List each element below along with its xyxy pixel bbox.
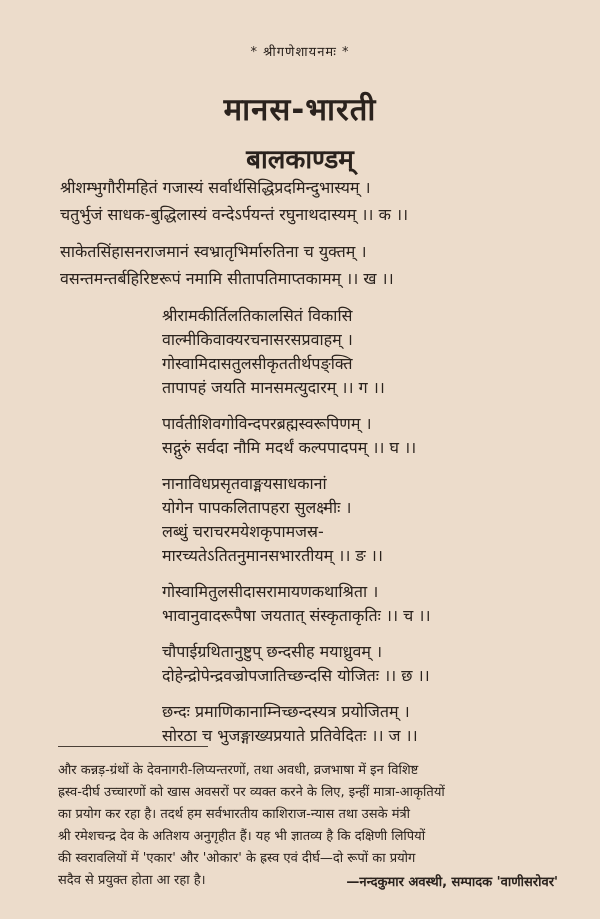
verse-line: मारच्यतेऽतितनुमानसभारतीयम् ।। ङ ।। — [162, 546, 383, 565]
verse-line: लब्धुं चराचरमयेशकृपामजस्र- — [162, 522, 324, 541]
verse-line: श्रीरामकीर्तिलतिकालसितं विकासि — [162, 306, 353, 325]
invocation: * श्रीगणेशायनमः * — [250, 45, 350, 60]
verse-line: चतुर्भुजं साधक-बुद्धिलास्यं वन्देऽर्पयन्तं रघुनाथदास्यम् ।। क ।। — [60, 205, 409, 224]
verse-line: गोस्वामिदासतुलसीकृततीर्थपङ्क्ति — [162, 354, 353, 373]
footnote-line: की स्वरावलियों में 'एकार' और 'ओकार' के ह्रस्व एवं दीर्घ—दो रूपों का प्रयोग — [58, 851, 416, 866]
verse-line: सोरठा च भुजङ्गाख्यप्रयाते प्रतिवेदितः ।। ज ।। — [162, 726, 418, 745]
verse-line: योगेन पापकलितापहरा सुलक्ष्मीः । — [162, 498, 352, 517]
verse-line: गोस्वामितुलसीदासरामायणकथाश्रिता । — [162, 582, 379, 601]
page-title: मानस-भारती — [223, 92, 377, 128]
verse-line: वसन्तमन्तर्बहिरिष्टरूपं नमामि सीतापतिमाप्तकामम् ।। ख ।। — [60, 269, 394, 288]
verse-line: भावानुवादरूपैषा जयतात् संस्कृताकृतिः ।। च ।। — [162, 606, 431, 625]
verse-line: सद्गुरुं सर्वदा नौमि मदर्थं कल्पपादपम् ।। घ ।। — [162, 438, 417, 457]
footnote-line: और कन्नड़-ग्रंथों के देवनागरी-लिप्यन्तरणों, तथा अवधी, व्रजभाषा में इन विशिष्ट — [58, 763, 419, 778]
verse-line: छन्दः प्रमाणिकानाम्निच्छन्दस्यत्र प्रयोजितम् । — [162, 702, 410, 721]
footnote-line: सदैव से प्रयुक्त होता आ रहा है। — [58, 873, 206, 888]
footnote-signature: —नन्दकुमार अवस्थी, सम्पादक 'वाणीसरोवर' — [346, 875, 558, 890]
footnote-line: श्री रमेशचन्द्र देव के अतिशय अनुगृहीत हैं। यह भी ज्ञातव्य है कि दक्षिणी लिपियों — [58, 829, 426, 844]
verse-line: दोहेन्द्रोपेन्द्रवज्रोपजातिच्छन्दसि योजितः ।। छ ।। — [162, 666, 430, 685]
page-subtitle: बालकाण्डम् — [246, 145, 354, 175]
verse-line: साकेतसिंहासनराजमानं स्वभ्रातृभिर्मारुतिना च युक्तम् । — [60, 242, 367, 261]
footnote-divider — [58, 746, 208, 747]
verse-line: तापापहं जयति मानसमत्युदारम् ।। ग ।। — [162, 378, 385, 397]
verse-line: वाल्मीकिवाक्यरचनासरसप्रवाहम् । — [162, 330, 353, 349]
verse-line: चौपाईग्रथितानुष्टुप् छन्दसीह मयाध्रुवम् । — [162, 642, 383, 661]
verse-line: नानाविधप्रसृतवाङ्मयसाधकानां — [162, 474, 327, 493]
verse-line: पार्वतीशिवगोविन्दपरब्रह्मस्वरूपिणम् । — [162, 414, 372, 433]
footnote-line: का प्रयोग कर रहा है। तदर्थ हम सर्वभारतीय काशिराज-न्यास तथा उसके मंत्री — [58, 807, 411, 822]
footnote-line: ह्रस्व-दीर्घ उच्चारणों को खास अवसरों पर व्यक्त करने के लिए, इन्हीं मात्रा-आकृतियों — [58, 785, 445, 800]
verse-line: श्रीशम्भुगौरीमहितं गजास्यं सर्वार्थसिद्धिप्रदमिन्दुभास्यम् । — [60, 178, 371, 197]
